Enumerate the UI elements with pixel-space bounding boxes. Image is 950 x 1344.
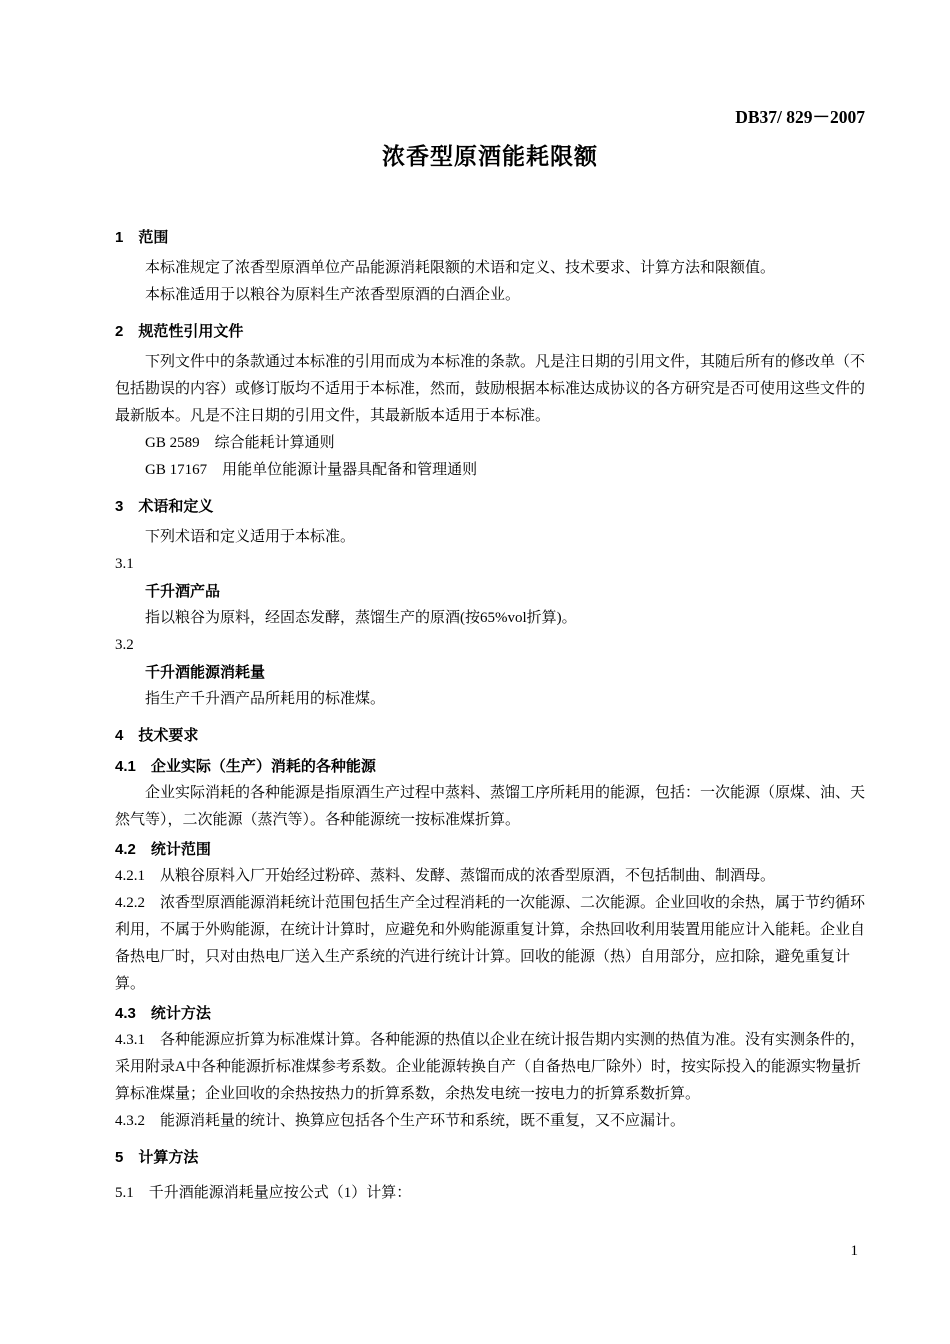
section-heading: 3 术语和定义	[115, 498, 214, 515]
numbered-paragraph: 4.3.2 能源消耗量的统计、换算应包括各个生产环节和系统，既不重复，又不应漏计。	[115, 1113, 686, 1129]
reference-item: GB 2589 综合能耗计算通则	[145, 435, 335, 451]
paragraph: 企业实际消耗的各种能源是指原酒生产过程中蒸料、蒸馏工序所耗用的能源，包括：一次能源（原煤、油、天然气等），二次能源（蒸汽等）。各种能源统一按标准煤折算。	[115, 785, 866, 828]
clause-number: 3.2	[115, 637, 134, 653]
definition-text: 指以粮谷为原料，经固态发酵，蒸馏生产的原酒(按65%vol折算)。	[145, 610, 577, 626]
definition-text: 指生产千升酒产品所耗用的标准煤。	[145, 691, 386, 707]
term-heading: 千升酒产品	[145, 583, 221, 600]
document-body	[115, 224, 865, 1207]
document-title: 浓香型原酒能耗限额	[382, 143, 598, 169]
formula-intro-paragraph: 5.1 千升酒能源消耗量应按公式（1）计算：	[115, 1185, 412, 1201]
reference-item: GB 17167 用能单位能源计量器具配备和管理通则	[145, 462, 478, 478]
section-heading: 2 规范性引用文件	[115, 323, 244, 340]
paragraph: 本标准适用于以粮谷为原料生产浓香型原酒的白酒企业。	[145, 287, 521, 303]
clause-number: 3.1	[115, 556, 134, 572]
numbered-paragraph: 4.2.1 从粮谷原料入厂开始经过粉碎、蒸料、发酵、蒸馏而成的浓香型原酒，不包括制曲、制酒母。	[115, 868, 776, 884]
term-heading: 千升酒能源消耗量	[145, 664, 266, 681]
numbered-paragraph: 4.3.1 各种能源应折算为标准煤计算。各种能源的热值以企业在统计报告期内实测的热值为准。没有实测条件的，采用附录A中各种能源折标准煤参考系数。企业能源转换自产（自备热电厂除外）时，按实际投入的能源实物量折算标准煤量；企业回收的余热按热力的折算系数，余热发电统一按电力的折算系数折算。	[115, 1032, 866, 1102]
section-heading: 5 计算方法	[115, 1149, 199, 1166]
section-heading: 4 技术要求	[115, 727, 199, 744]
standard-number: DB37/ 829－2007	[735, 107, 865, 127]
numbered-paragraph: 4.2.2 浓香型原酒能源消耗统计范围包括生产全过程消耗的一次能源、二次能源。企业回收的余热，属于节约循环利用，不属于外购能源，在统计计算时，应避免和外购能源重复计算，余热回收利用装置用能应计入能耗。企业自备热电厂时，只对由热电厂送入生产系统的汽进行统计计算。回收的能源（热）自用部分，应扣除，避免重复计算。	[115, 895, 866, 992]
subsection-heading: 4.3 统计方法	[115, 1005, 211, 1022]
section-heading: 1 范围	[115, 229, 169, 246]
paragraph: 下列文件中的条款通过本标准的引用而成为本标准的条款。凡是注日期的引用文件，其随后所有的修改单（不包括勘误的内容）或修订版均不适用于本标准，然而，鼓励根据本标准达成协议的各方研究是否可使用这些文件的最新版本。凡是不注日期的引用文件，其最新版本适用于本标准。	[115, 354, 866, 424]
paragraph: 本标准规定了浓香型原酒单位产品能源消耗限额的术语和定义、技术要求、计算方法和限额值。	[145, 260, 776, 276]
paragraph: 下列术语和定义适用于本标准。	[145, 529, 356, 545]
subsection-heading: 4.1 企业实际（生产）消耗的各种能源	[115, 758, 376, 775]
subsection-heading: 4.2 统计范围	[115, 841, 211, 858]
page-number: 1	[850, 1243, 858, 1259]
